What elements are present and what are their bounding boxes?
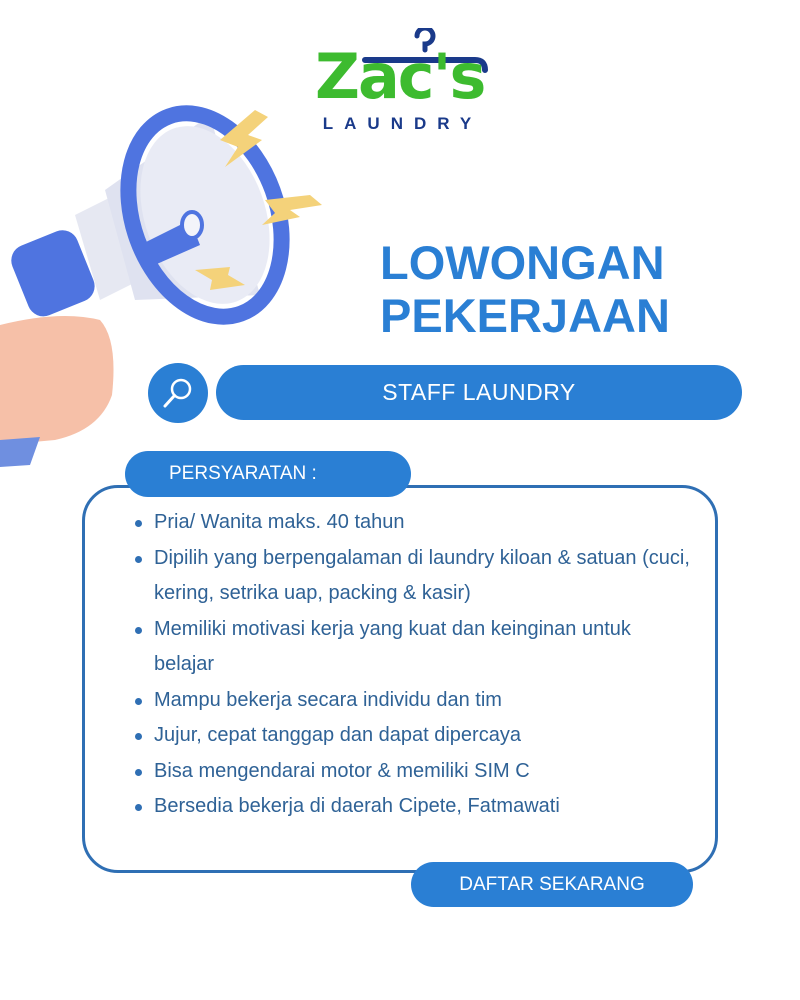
search-icon: [160, 375, 196, 411]
title-line-1: LOWONGAN: [380, 236, 665, 289]
brand-logo: [315, 28, 490, 138]
list-item: Memiliki motivasi kerja yang kuat dan keinginan untuk belajar: [132, 612, 692, 683]
title-line-2: PEKERJAAN: [380, 289, 670, 342]
requirements-label: PERSYARATAN :: [125, 451, 411, 497]
search-button[interactable]: [148, 363, 208, 423]
register-now-button[interactable]: DAFTAR SEKARANG: [411, 862, 693, 907]
page-title: [380, 236, 670, 342]
list-item: Dipilih yang berpengalaman di laundry kiloan & satuan (cuci, kering, setrika uap, packing & kasir): [132, 541, 692, 612]
requirements-list: [132, 505, 692, 825]
list-item: Jujur, cepat tanggap dan dapat dipercaya: [132, 718, 692, 754]
list-item: Bisa mengendarai motor & memiliki SIM C: [132, 754, 692, 790]
list-item: Pria/ Wanita maks. 40 tahun: [132, 505, 692, 541]
list-item: Bersedia bekerja di daerah Cipete, Fatmawati: [132, 789, 692, 825]
list-item: Mampu bekerja secara individu dan tim: [132, 683, 692, 719]
logo-wordmark: Zac's: [315, 40, 485, 113]
position-badge: STAFF LAUNDRY: [216, 365, 742, 420]
logo-subtitle: LAUNDRY: [322, 114, 483, 133]
